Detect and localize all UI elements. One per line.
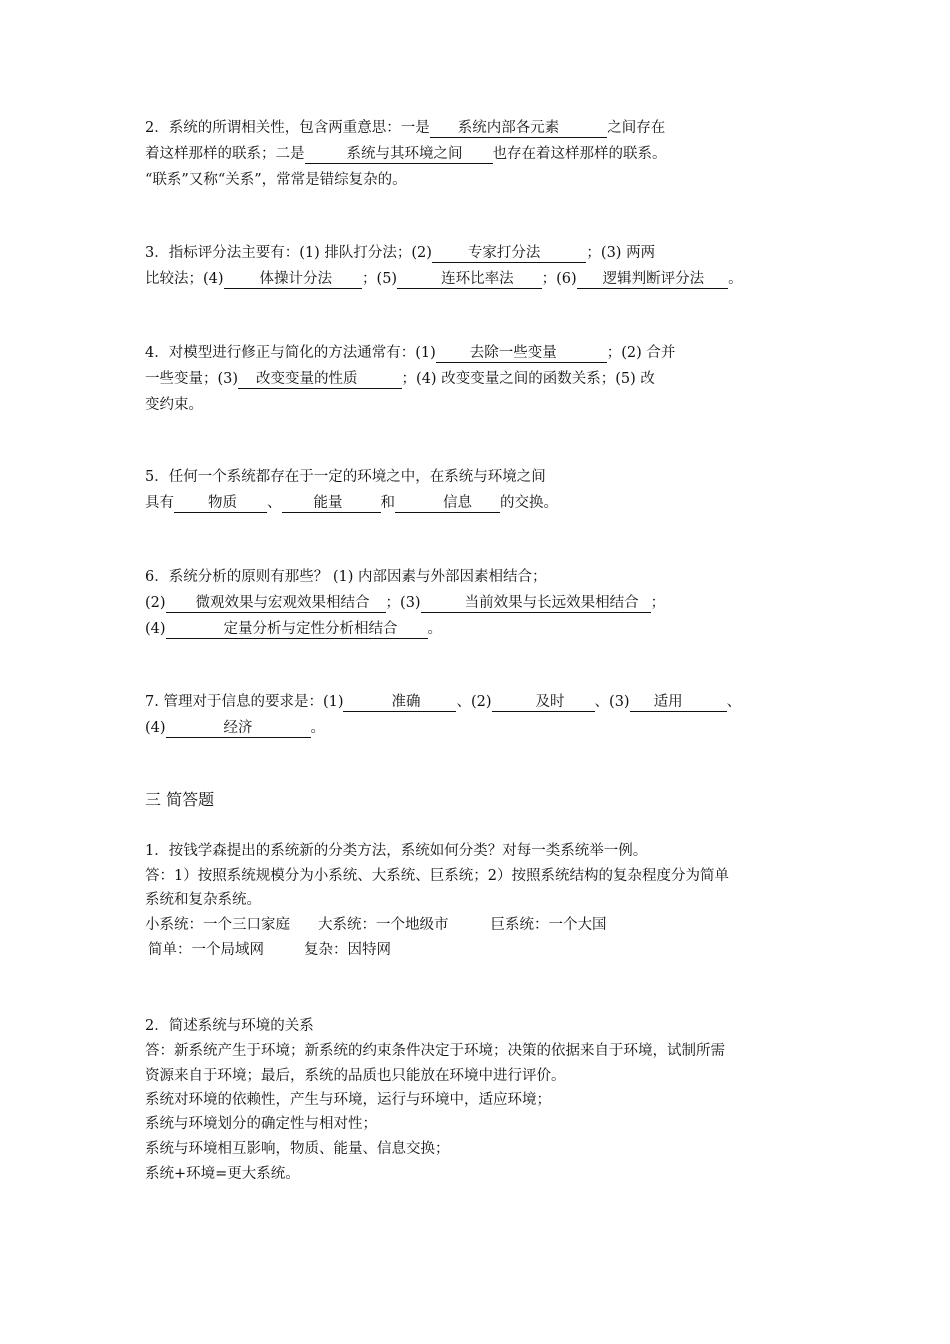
q2-answer-2: 系统与其环境之间 xyxy=(305,146,493,164)
q2-line-2: 着这样那样的联系；二是 系统与其环境之间 也存在着这样那样的联系。 xyxy=(145,146,667,162)
s2-answer-line-3: 系统对环境的依赖性，产生与环境，运行与环境中，适应环境； xyxy=(145,1092,551,1108)
q7-answer-4: 经济 xyxy=(166,720,311,738)
q5-line-2: 具有 物质 、 能量 和 信息 的交换。 xyxy=(145,495,558,511)
q7-answer-1: 准确 xyxy=(343,694,456,712)
s2-question: 2．简述系统与环境的关系 xyxy=(145,1018,314,1034)
q6-answer-2: 当前效果与长远效果相结合 xyxy=(421,595,651,613)
s2-answer-line-5: 系统与环境相互影响，物质、能量、信息交换； xyxy=(145,1141,450,1157)
s1-example-large: 大系统：一个地级市 xyxy=(318,917,449,933)
q7-line-1: 7. 管理对于信息的要求是：(1) 准确 、(2) 及时 、(3) 适用 、 xyxy=(145,694,742,710)
s1-examples-row-1 xyxy=(145,915,607,935)
s1-question: 1．按钱学森提出的系统新的分类方法，系统如何分类？对每一类系统举一例。 xyxy=(145,843,648,859)
q5-answer-1: 物质 xyxy=(174,495,267,513)
s1-examples-row-2 xyxy=(148,940,391,960)
q6-line-2: (2) 微观效果与宏观效果相结合 ；(3) 当前效果与长远效果相结合 ； xyxy=(145,595,666,611)
s1-example-small: 小系统：一个三口家庭 xyxy=(145,917,290,933)
s1-answer-line-1: 答：1）按照系统规模分为小系统、大系统、巨系统；2）按照系统结构的复杂程度分为简单 xyxy=(145,868,729,884)
s1-answer-line-2: 系统和复杂系统。 xyxy=(145,892,261,908)
q3-answer-4: 逻辑判断评分法 xyxy=(577,271,729,289)
q4-answer-2: 改变变量的性质 xyxy=(238,371,402,389)
q6-line-1: 6．系统分析的原则有那些？ (1) 内部因素与外部因素相结合； xyxy=(145,569,547,585)
q6-line-3: (4) 定量分析与定性分析相结合 。 xyxy=(145,621,443,637)
q5-line-1: 5．任何一个系统都存在于一定的环境之中，在系统与环境之间 xyxy=(145,469,546,485)
q4-line-1: 4．对模型进行修正与简化的方法通常有：(1) 去除一些变量 ；(2) 合并 xyxy=(145,345,676,361)
q3-answer-1: 专家打分法 xyxy=(432,245,587,263)
s1-example-giant: 巨系统：一个大国 xyxy=(490,917,607,933)
q4-line-3: 变约束。 xyxy=(145,397,203,413)
q2-line-1: 2．系统的所谓相关性，包含两重意思：一是 系统内部各元素 之间存在 xyxy=(145,120,666,136)
q6-answer-1: 微观效果与宏观效果相结合 xyxy=(166,595,386,613)
q3-answer-3: 连环比率法 xyxy=(397,271,542,289)
q5-answer-2: 能量 xyxy=(282,495,381,513)
s2-answer-line-2: 资源来自于环境；最后，系统的品质也只能放在环境中进行评价。 xyxy=(145,1068,566,1084)
s1-example-simple: 简单：一个局域网 xyxy=(148,942,264,958)
q7-line-2: (4) 经济 。 xyxy=(145,720,326,736)
s2-answer-line-4: 系统与环境划分的确定性与相对性； xyxy=(145,1116,377,1132)
q7-answer-2: 及时 xyxy=(492,694,595,712)
section-heading: 三 简答题 xyxy=(145,790,215,809)
s2-answer-line-6: 系统+环境=更大系统。 xyxy=(145,1166,300,1182)
q3-line-2: 比较法；(4) 体操计分法 ；(5) 连环比率法 ；(6) 逻辑判断评分法 。 xyxy=(145,271,743,287)
q5-answer-3: 信息 xyxy=(395,495,500,513)
q4-line-2: 一些变量；(3) 改变变量的性质 ；(4) 改变变量之间的函数关系；(5) 改 xyxy=(145,371,655,387)
s1-example-complex: 复杂：因特网 xyxy=(304,942,391,958)
q6-answer-3: 定量分析与定性分析相结合 xyxy=(166,621,428,639)
s2-answer-line-1: 答：新系统产生于环境；新系统的约束条件决定于环境；决策的依据来自于环境，试制所需 xyxy=(145,1043,725,1059)
q7-answer-3: 适用 xyxy=(630,694,727,712)
q4-answer-1: 去除一些变量 xyxy=(436,345,607,363)
q2-line-3: “联系”又称“关系”，常常是错综复杂的。 xyxy=(145,172,407,188)
q3-line-1: 3．指标评分法主要有：(1) 排队打分法；(2) 专家打分法 ；(3) 两两 xyxy=(145,245,656,261)
q2-answer-1: 系统内部各元素 xyxy=(430,120,608,138)
q3-answer-2: 体操计分法 xyxy=(224,271,363,289)
